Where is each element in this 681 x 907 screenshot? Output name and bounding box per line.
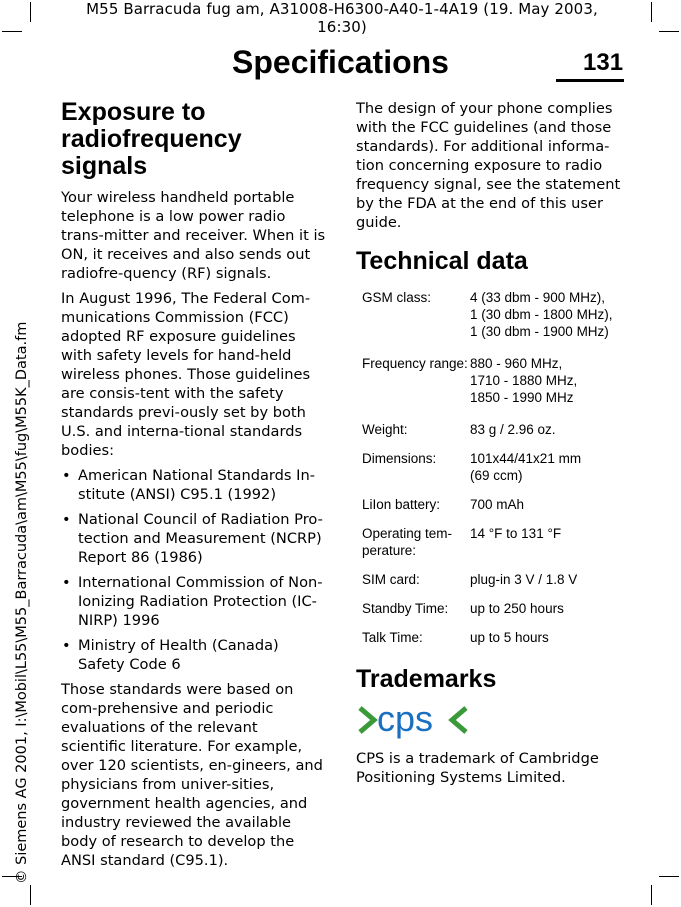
svg-text:cps: cps: [377, 701, 434, 739]
spec-value: [470, 355, 624, 406]
spec-row: [356, 519, 624, 565]
spec-value-line: 1 (30 dbm - 1900 MHz): [470, 324, 609, 339]
spec-value: [470, 421, 624, 438]
spec-value-line: 14 °F to 131 °F: [470, 526, 562, 541]
spec-row: [356, 490, 624, 519]
spec-value-line: up to 5 hours: [470, 630, 549, 645]
spec-label: LiIon battery:: [362, 497, 441, 512]
spec-label: Frequency range:: [362, 356, 468, 371]
document-header: M55 Barracuda fug am, A31008-H6300-A40-1-4A19 (19. May 2003, 16:30): [86, 0, 598, 36]
right-column: [356, 99, 624, 793]
copyright-path: © Siemens AG 2001, I:\Mobil\L55\M55_Barracuda\am\M55\fug\M55K_Data.fm: [14, 321, 30, 884]
spec-value: [470, 525, 624, 559]
spec-value-line: plug-in 3 V / 1.8 V: [470, 572, 578, 587]
spec-value-line: 83 g / 2.96 oz.: [470, 422, 556, 437]
spec-value: [470, 450, 624, 484]
list-item: • American National Standards In-stitute (ANSI) C95.1 (1992): [61, 466, 327, 504]
spec-label: Dimensions:: [362, 451, 437, 466]
spec-row: [356, 623, 624, 652]
list-item: • Ministry of Health (Canada) Safety Code 6: [61, 636, 327, 674]
crop-mark: [2, 31, 22, 32]
spec-value: [470, 600, 624, 617]
paragraph: Your wireless handheld portable telephone is a low power radio trans-mitter and receiver. When it is ON, it receives and also sends out radiofre-quency (RF) signals.: [61, 189, 326, 282]
standards-list: [61, 466, 327, 674]
spec-value-line: up to 250 hours: [470, 601, 564, 616]
spec-value: [470, 496, 624, 513]
spec-value-line: 4 (33 dbm - 900 MHz),: [470, 290, 606, 305]
page-number: 131: [583, 49, 624, 76]
spec-row: [356, 565, 624, 594]
spec-row: [356, 444, 624, 490]
spec-value: [470, 289, 624, 340]
crop-mark: [659, 31, 679, 32]
spec-value-line: 1 (30 dbm - 1800 MHz),: [470, 307, 613, 322]
spec-label: Operating tem-perature:: [362, 526, 453, 558]
crop-mark: [651, 2, 652, 22]
spec-value-line: 1710 - 1880 MHz,: [470, 373, 578, 388]
cps-logo: [356, 701, 624, 741]
spec-table: [356, 283, 624, 652]
spec-label: Talk Time:: [362, 630, 423, 645]
trademark-note: CPS is a trademark of Cambridge Positioning Systems Limited.: [356, 750, 599, 786]
spec-row: [356, 412, 624, 444]
crop-mark: [659, 876, 679, 877]
spec-value-line: 700 mAh: [470, 497, 525, 512]
paragraph: Those standards were based on com-prehensive and periodic evaluations of the relevant scientific literature. For example, over 120 scientists, en-gineers, and physicians from univer-sities, government health agencies, and industry reviewed the available body of research to develop the ANSI standard (C95.1).: [61, 681, 323, 869]
crop-mark: [651, 885, 652, 905]
spec-value-line: (69 ccm): [470, 468, 523, 483]
spec-label: SIM card:: [362, 572, 420, 587]
spec-row: [356, 346, 624, 412]
spec-row: [356, 283, 624, 346]
section-heading-technical: Technical data: [356, 247, 528, 275]
spec-label: Weight:: [362, 422, 408, 437]
crop-mark: [30, 2, 31, 22]
paragraph: In August 1996, The Federal Com-munications Commission (FCC) adopted RF exposure guidelines with safety levels for hand-held wireless phones. Those guidelines are consis-tent with the safety standards previ-ously set by both U.S. and interna-tional standards bodies:: [61, 290, 311, 459]
left-column: [61, 99, 327, 876]
spec-value: [470, 571, 624, 588]
spec-value-line: 1850 - 1990 MHz: [470, 390, 574, 405]
cps-logo-graphic: [356, 701, 470, 741]
title-rule: [556, 79, 624, 82]
spec-label: GSM class:: [362, 290, 432, 305]
spec-value-line: 101x44/41x21 mm: [470, 451, 582, 466]
paragraph: The design of your phone complies with the FCC guidelines (and those standards). For additional informa-tion concerning exposure to radio frequency signal, see the statement by the FDA at the end of this user guide.: [356, 100, 621, 231]
spec-label: Standby Time:: [362, 601, 449, 616]
list-item: • International Commission of Non-Ionizing Radiation Protection (IC-NIRP) 1996: [61, 573, 327, 630]
list-item: • National Council of Radiation Pro-tection and Measurement (NCRP) Report 86 (1986): [61, 510, 327, 567]
page-title: Specifications: [232, 44, 449, 80]
spec-value: [470, 629, 624, 646]
spec-row: [356, 594, 624, 623]
section-heading-exposure: Exposure to radiofrequency signals: [61, 98, 242, 180]
crop-mark: [30, 885, 31, 905]
section-heading-trademarks: Trademarks: [356, 665, 497, 693]
spec-value-line: 880 - 960 MHz,: [470, 356, 563, 371]
